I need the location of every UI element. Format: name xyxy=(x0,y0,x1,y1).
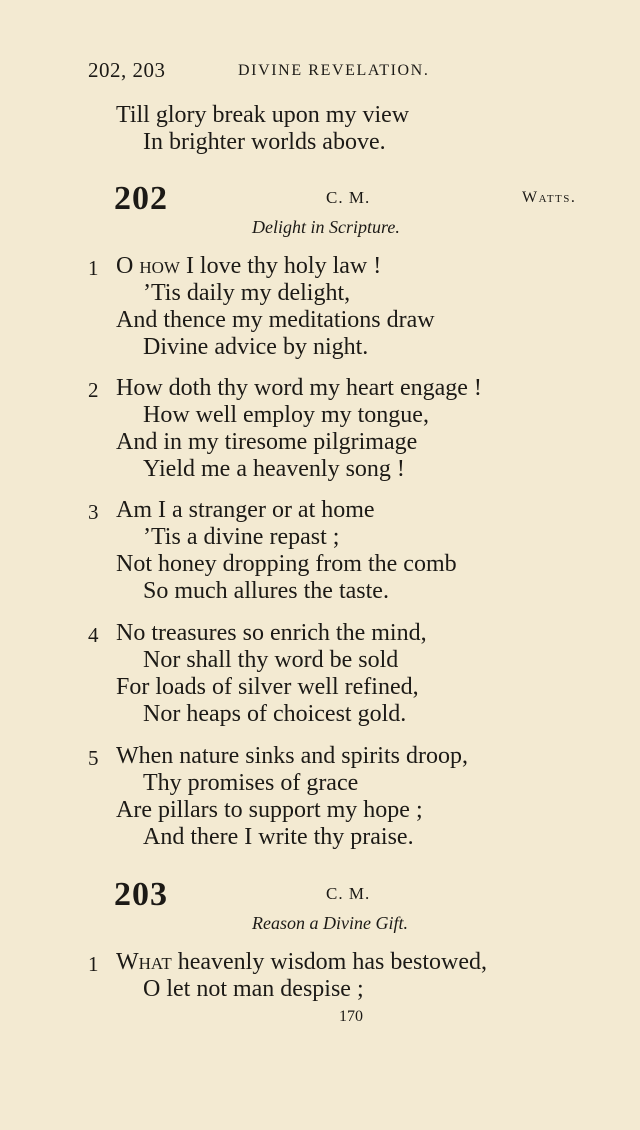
verse-number: 5 xyxy=(88,746,99,770)
carryover-line-1: Till glory break upon my view xyxy=(116,102,410,128)
hymn-203-meter: C. M. xyxy=(326,884,371,903)
verse-line: Thy promises of grace xyxy=(143,770,359,796)
verse-line: And in my tiresome pilgrimage xyxy=(116,429,418,455)
verse-line: And there I write thy praise. xyxy=(143,824,414,850)
verse-first-line: No treasures so enrich the mind, xyxy=(116,620,427,646)
verse-opening-small-caps: O how xyxy=(116,253,180,279)
verse-line: So much allures the taste. xyxy=(143,578,389,604)
verse-line: Yield me a heavenly song ! xyxy=(143,456,405,482)
verse-number: 1 xyxy=(88,952,99,976)
verse-first-line: How doth thy word my heart engage ! xyxy=(116,375,482,401)
verse-first-line xyxy=(116,253,381,280)
verse-line: Not honey dropping from the comb xyxy=(116,551,457,577)
verse-line: And thence my meditations draw xyxy=(116,307,435,333)
verse-first-line: Am I a stranger or at home xyxy=(116,497,375,523)
verse-line: How well employ my tongue, xyxy=(143,402,429,428)
page-number: 170 xyxy=(339,1008,363,1025)
verse-number: 1 xyxy=(88,256,99,280)
verse-first-line-rest: I love thy holy law ! xyxy=(179,253,382,279)
hymn-203-subtitle: Reason a Divine Gift. xyxy=(252,913,408,933)
verse-number: 3 xyxy=(88,500,99,524)
hymn-203-number: 203 xyxy=(114,876,168,913)
verse-number: 2 xyxy=(88,378,99,402)
verse-line: For loads of silver well refined, xyxy=(116,674,419,700)
verse-line: Are pillars to support my hope ; xyxy=(116,797,423,823)
carryover-line-2: In brighter worlds above. xyxy=(143,129,386,155)
verse-line: ’Tis a divine repast ; xyxy=(143,524,340,550)
hymn-202-meter: C. M. xyxy=(326,188,371,207)
verse-number: 4 xyxy=(88,623,99,647)
verse-line: Divine advice by night. xyxy=(143,334,369,360)
running-header-title: DIVINE REVELATION. xyxy=(238,62,430,79)
verse-line: Nor shall thy word be sold xyxy=(143,647,399,673)
verse-first-line-rest: heavenly wisdom has bestowed, xyxy=(171,949,487,975)
running-header-hymn-numbers: 202, 203 xyxy=(88,58,166,82)
verse-first-line xyxy=(116,949,487,976)
verse-line: ’Tis daily my delight, xyxy=(143,280,351,306)
hymn-202-number: 202 xyxy=(114,180,168,217)
verse-line: O let not man despise ; xyxy=(143,976,364,1002)
verse-opening-small-caps: What xyxy=(116,949,172,975)
hymn-202-subtitle: Delight in Scripture. xyxy=(252,217,400,237)
verse-first-line: When nature sinks and spirits droop, xyxy=(116,743,468,769)
verse-line: Nor heaps of choicest gold. xyxy=(143,701,407,727)
hymn-202-author: Watts. xyxy=(522,189,577,206)
